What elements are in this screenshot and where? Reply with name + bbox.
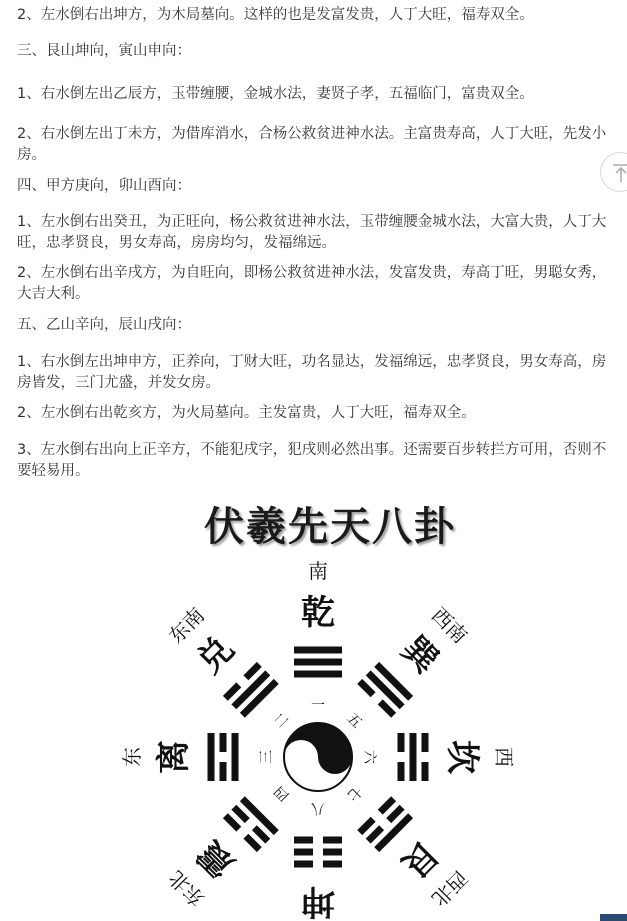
trigram-number: 二 xyxy=(271,710,293,732)
trigram-number: 三 xyxy=(259,750,275,764)
trigram-兑-symbol xyxy=(223,662,279,718)
paragraph: 1、右水倒左出坤申方，正养向，丁财大旺，功名显达，发福绵远，忠孝贤良，男女寿高，房房皆发，三门尤盛，并发女房。 xyxy=(17,354,607,391)
trigram-number: 六 xyxy=(361,750,377,764)
trigram-巽-symbol xyxy=(357,662,413,718)
paragraph: 1、右水倒左出乙辰方，玉带缠腰，金城水法，妻贤子孝，五福临门，富贵双全。 xyxy=(17,86,534,102)
trigram-direction: 西南 xyxy=(426,602,473,649)
trigram-name-乾: 乾 xyxy=(301,593,335,633)
trigram-离-symbol xyxy=(208,733,239,781)
yin-yang-icon xyxy=(284,723,352,791)
trigram-direction: 西 xyxy=(492,747,516,767)
trigram-direction: 东南 xyxy=(163,602,210,649)
trigram-direction: 南 xyxy=(308,559,328,583)
trigram-direction: 东 xyxy=(120,747,144,767)
bagua-diagram xyxy=(100,495,540,921)
trigram-number: 五 xyxy=(343,710,365,732)
trigram-乾-symbol xyxy=(294,647,342,678)
trigram-name-艮: 艮 xyxy=(393,832,446,885)
paragraph: 2、左水倒右出乾亥方，为火局墓向。主发富贵，人丁大旺，福寿双全。 xyxy=(17,405,476,421)
trigram-name-巽: 巽 xyxy=(393,629,446,682)
paragraph: 3、左水倒右出向上正辛方，不能犯戌字，犯戌则必然出事。还需要百步转拦方可用，否则不要轻易用。 xyxy=(17,442,607,479)
diagram-title: 伏羲先天八卦 xyxy=(204,503,456,550)
trigram-number: 一 xyxy=(311,698,325,714)
trigram-name-坎: 坎 xyxy=(442,740,482,774)
arrow-up-to-line-icon xyxy=(610,162,627,184)
section-heading: 五、乙山辛向，辰山戌向： xyxy=(17,317,191,333)
trigram-震-symbol xyxy=(223,796,279,852)
trigram-坤-symbol xyxy=(294,837,342,868)
trigram-坎-symbol xyxy=(398,733,429,781)
trigram-name-离: 离 xyxy=(154,740,194,774)
section-heading: 三、艮山坤向，寅山申向： xyxy=(17,43,191,59)
trigram-direction: 东北 xyxy=(163,865,210,912)
trigram-name-震: 震 xyxy=(190,832,243,885)
trigram-direction: 西北 xyxy=(426,865,473,912)
paragraph: 2、左水倒右出坤方，为木局墓向。这样的也是发富发贵，人丁大旺，福寿双全。 xyxy=(17,7,534,23)
trigram-number: 八 xyxy=(311,800,325,816)
trigram-number: 七 xyxy=(343,782,365,804)
paragraph: 1、左水倒右出癸丑，为正旺向，杨公救贫进神水法，玉带缠腰金城水法，大富大贵，人丁大旺，忠孝贤良，男女寿高，房房均匀，发福绵远。 xyxy=(17,214,607,251)
trigram-number: 四 xyxy=(271,782,293,804)
bottom-tab-edge xyxy=(600,914,627,921)
section-heading: 四、甲方庚向，卯山酉向： xyxy=(17,178,191,194)
paragraph: 2、左水倒右出辛戌方，为自旺向，即杨公救贫进神水法，发富发贵，寿高丁旺，男聪女秀，大吉大利。 xyxy=(17,265,607,302)
bagua-figure xyxy=(100,495,540,921)
paragraph: 2、右水倒左出丁未方，为借库消水，合杨公救贫进神水法。主富贵寿高，人丁大旺，先发小房。 xyxy=(17,126,607,163)
trigram-name-坤: 坤 xyxy=(301,881,335,921)
trigram-name-兑: 兑 xyxy=(190,629,243,682)
trigram-艮-symbol xyxy=(357,796,413,852)
